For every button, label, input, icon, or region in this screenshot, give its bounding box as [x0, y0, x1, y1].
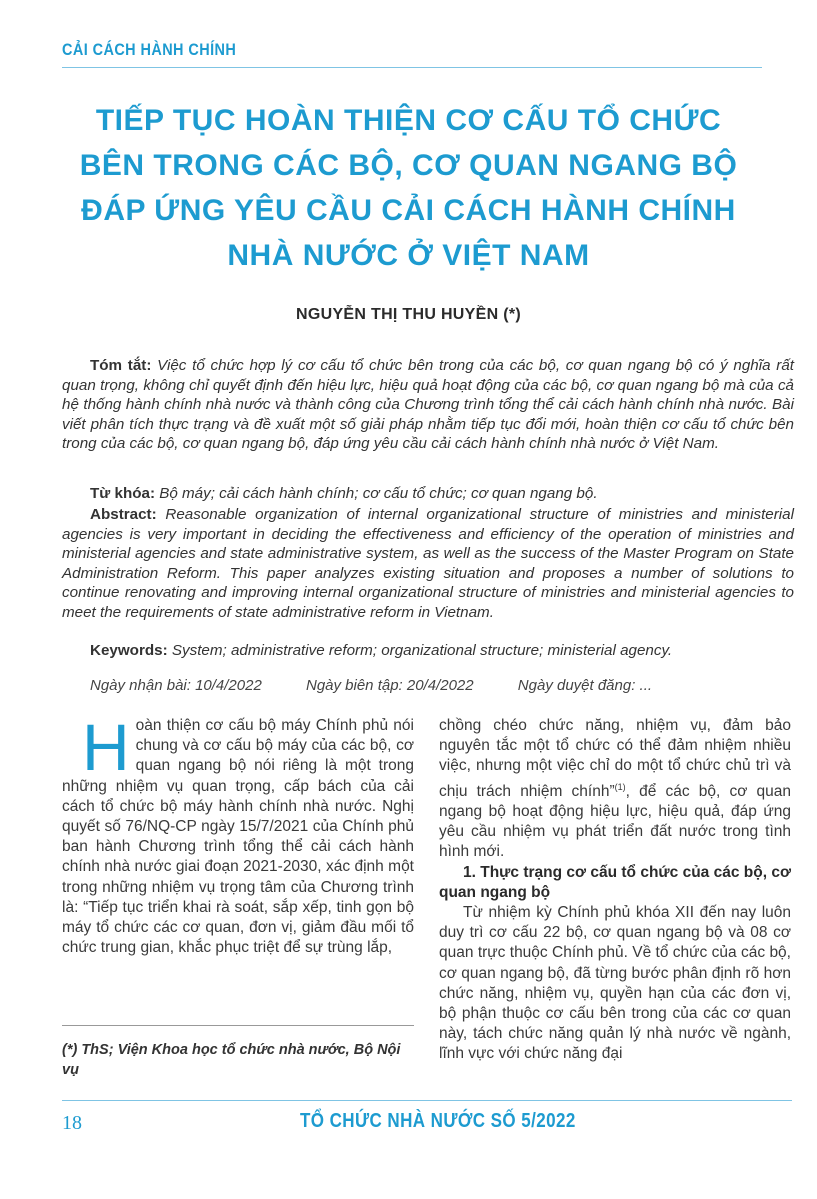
- keywords-en-text: System; administrative reform; organizational structure; ministerial agency.: [171, 642, 673, 659]
- title-line: NHÀ NƯỚC Ở VIỆT NAM: [227, 239, 590, 272]
- date-edited: Ngày biên tập: 20/4/2022: [305, 677, 474, 694]
- abstract-vn-text: Việc tổ chức hợp lý cơ cấu tổ chức bên trong của các bộ, cơ quan ngang bộ có ý nghĩa rất quan trọng, không chỉ quyết định đến hiệu lực, hiệu quả hoạt động của các bộ, cơ quan ngang bộ mà của cả hệ thống hành chính nhà nước và thành công của Chương trình tổng thể cải cách hành chính nhà nước. Bài viết phân tích thực trạng và đề xuất một số giải pháp nhằm tiếp tục đổi mới, hoàn thiện cơ cấu tổ chức bên trong của các bộ, cơ quan ngang bộ, đáp ứng yêu cầu cải cách hành chính nhà nước ở Việt Nam.: [62, 357, 794, 452]
- body-paragraph: oàn thiện cơ cấu bộ máy Chính phủ nói chung và cơ cấu bộ máy của các bộ, cơ quan ngang bộ nói riêng là một trong những nhiệm vụ quan trọng, cấp bách của cải cách tổ chức bộ máy hành chính nhà nước. Nghị quyết số 76/NQ-CP ngày 15/7/2021 của Chính phủ ban hành Chương trình tổng thể cải cách hành chính nhà nước giai đoạn 2021-2030, xác định một trong những nhiệm vụ trọng tâm của Chương trình là: “Tiếp tục triển khai rà soát, sắp xếp, tinh gọn bộ máy tổ chức các cơ quan, đơn vị, giảm đầu mối tổ chức trung gian, khắc phục triệt để sự trùng lắp,: [62, 717, 414, 957]
- keywords-vn: [90, 484, 790, 504]
- body-column-right: [439, 716, 791, 1065]
- keywords-en: [90, 641, 790, 661]
- body-paragraph: Từ nhiệm kỳ Chính phủ khóa XII đến nay luôn duy trì cơ cấu 22 bộ, cơ quan ngang bộ và 08 cơ quan trực thuộc Chính phủ. Về tổ chức của các bộ, cơ quan ngang bộ, đã từng bước phân định rõ hơn chức năng, nhiệm vụ, quyền hạn của các đơn vị, bộ phận thuộc cơ cấu bên trong của các cơ quan này, tách chức năng quản lý nhà nước về ngành, lĩnh vực với chức năng đại: [439, 903, 791, 1063]
- abstract-vn-label: Tóm tắt:: [90, 357, 152, 374]
- header-divider: [62, 67, 762, 68]
- section-label: CẢI CÁCH HÀNH CHÍNH: [62, 40, 237, 59]
- title-line: TIẾP TỤC HOÀN THIỆN CƠ CẤU TỔ CHỨC: [95, 104, 722, 137]
- dropcap: H: [82, 710, 130, 784]
- title-line: ĐÁP ỨNG YÊU CẦU CẢI CÁCH HÀNH CHÍNH: [81, 194, 736, 227]
- keywords-vn-text: Bộ máy; cải cách hành chính; cơ cấu tổ chức; cơ quan ngang bộ.: [159, 485, 598, 502]
- author-footnote: (*) ThS; Viện Khoa học tổ chức nhà nước, Bộ Nội vụ: [62, 1042, 401, 1078]
- footnote-ref: (1): [614, 781, 626, 792]
- abstract-vn: [62, 356, 794, 454]
- date-approved: Ngày duyệt đăng: ...: [517, 677, 653, 694]
- page-number: 18: [62, 1112, 82, 1134]
- body-paragraph-end: , để các bộ, cơ quan ngang bộ hoạt động hiệu lực, hiệu quả, đáp ứng yêu cầu nhiệm vụ phát triển đất nước trong tình hình mới.: [439, 782, 791, 861]
- footnote-divider: [62, 1025, 414, 1026]
- article-dates: [90, 677, 692, 694]
- section-heading: 1. Thực trạng cơ cấu tổ chức của các bộ, cơ quan ngang bộ: [439, 863, 791, 901]
- body-column-left: [62, 710, 414, 958]
- keywords-en-label: Keywords:: [90, 642, 168, 659]
- keywords-vn-label: Từ khóa:: [90, 485, 155, 502]
- footer-divider: [62, 1100, 792, 1101]
- journal-name: TỔ CHỨC NHÀ NƯỚC SỐ 5/2022: [300, 1110, 576, 1132]
- article-title: [60, 98, 757, 278]
- date-received: Ngày nhận bài: 10/4/2022: [90, 677, 262, 694]
- author: NGUYỄN THỊ THU HUYỀN (*): [296, 306, 521, 323]
- abstract-en-label: Abstract:: [90, 506, 157, 523]
- abstract-en-text: Reasonable organization of internal organizational structure of ministries and ministerial agencies is very important in deciding the effectiveness and efficiency of the operation of ministries and ministerial agencies and state administrative system, as well as the success of the Master Program on State Administration Reform. This paper analyzes existing situation and proposes a number of solutions to continue renovating and improving internal organizational structure of ministries and ministerial agencies to meet the requirements of state administrative reform in Vietnam.: [62, 506, 794, 621]
- body-paragraph: chồng chéo chức năng, nhiệm vụ, đảm bảo nguyên tắc một tổ chức có thể đảm nhiệm nhiều việc, nhưng một việc chỉ do một tổ chức chủ trì và chịu trách nhiệm chính”: [439, 717, 791, 800]
- title-line: BÊN TRONG CÁC BỘ, CƠ QUAN NGANG BỘ: [79, 149, 738, 182]
- abstract-en: [62, 505, 794, 622]
